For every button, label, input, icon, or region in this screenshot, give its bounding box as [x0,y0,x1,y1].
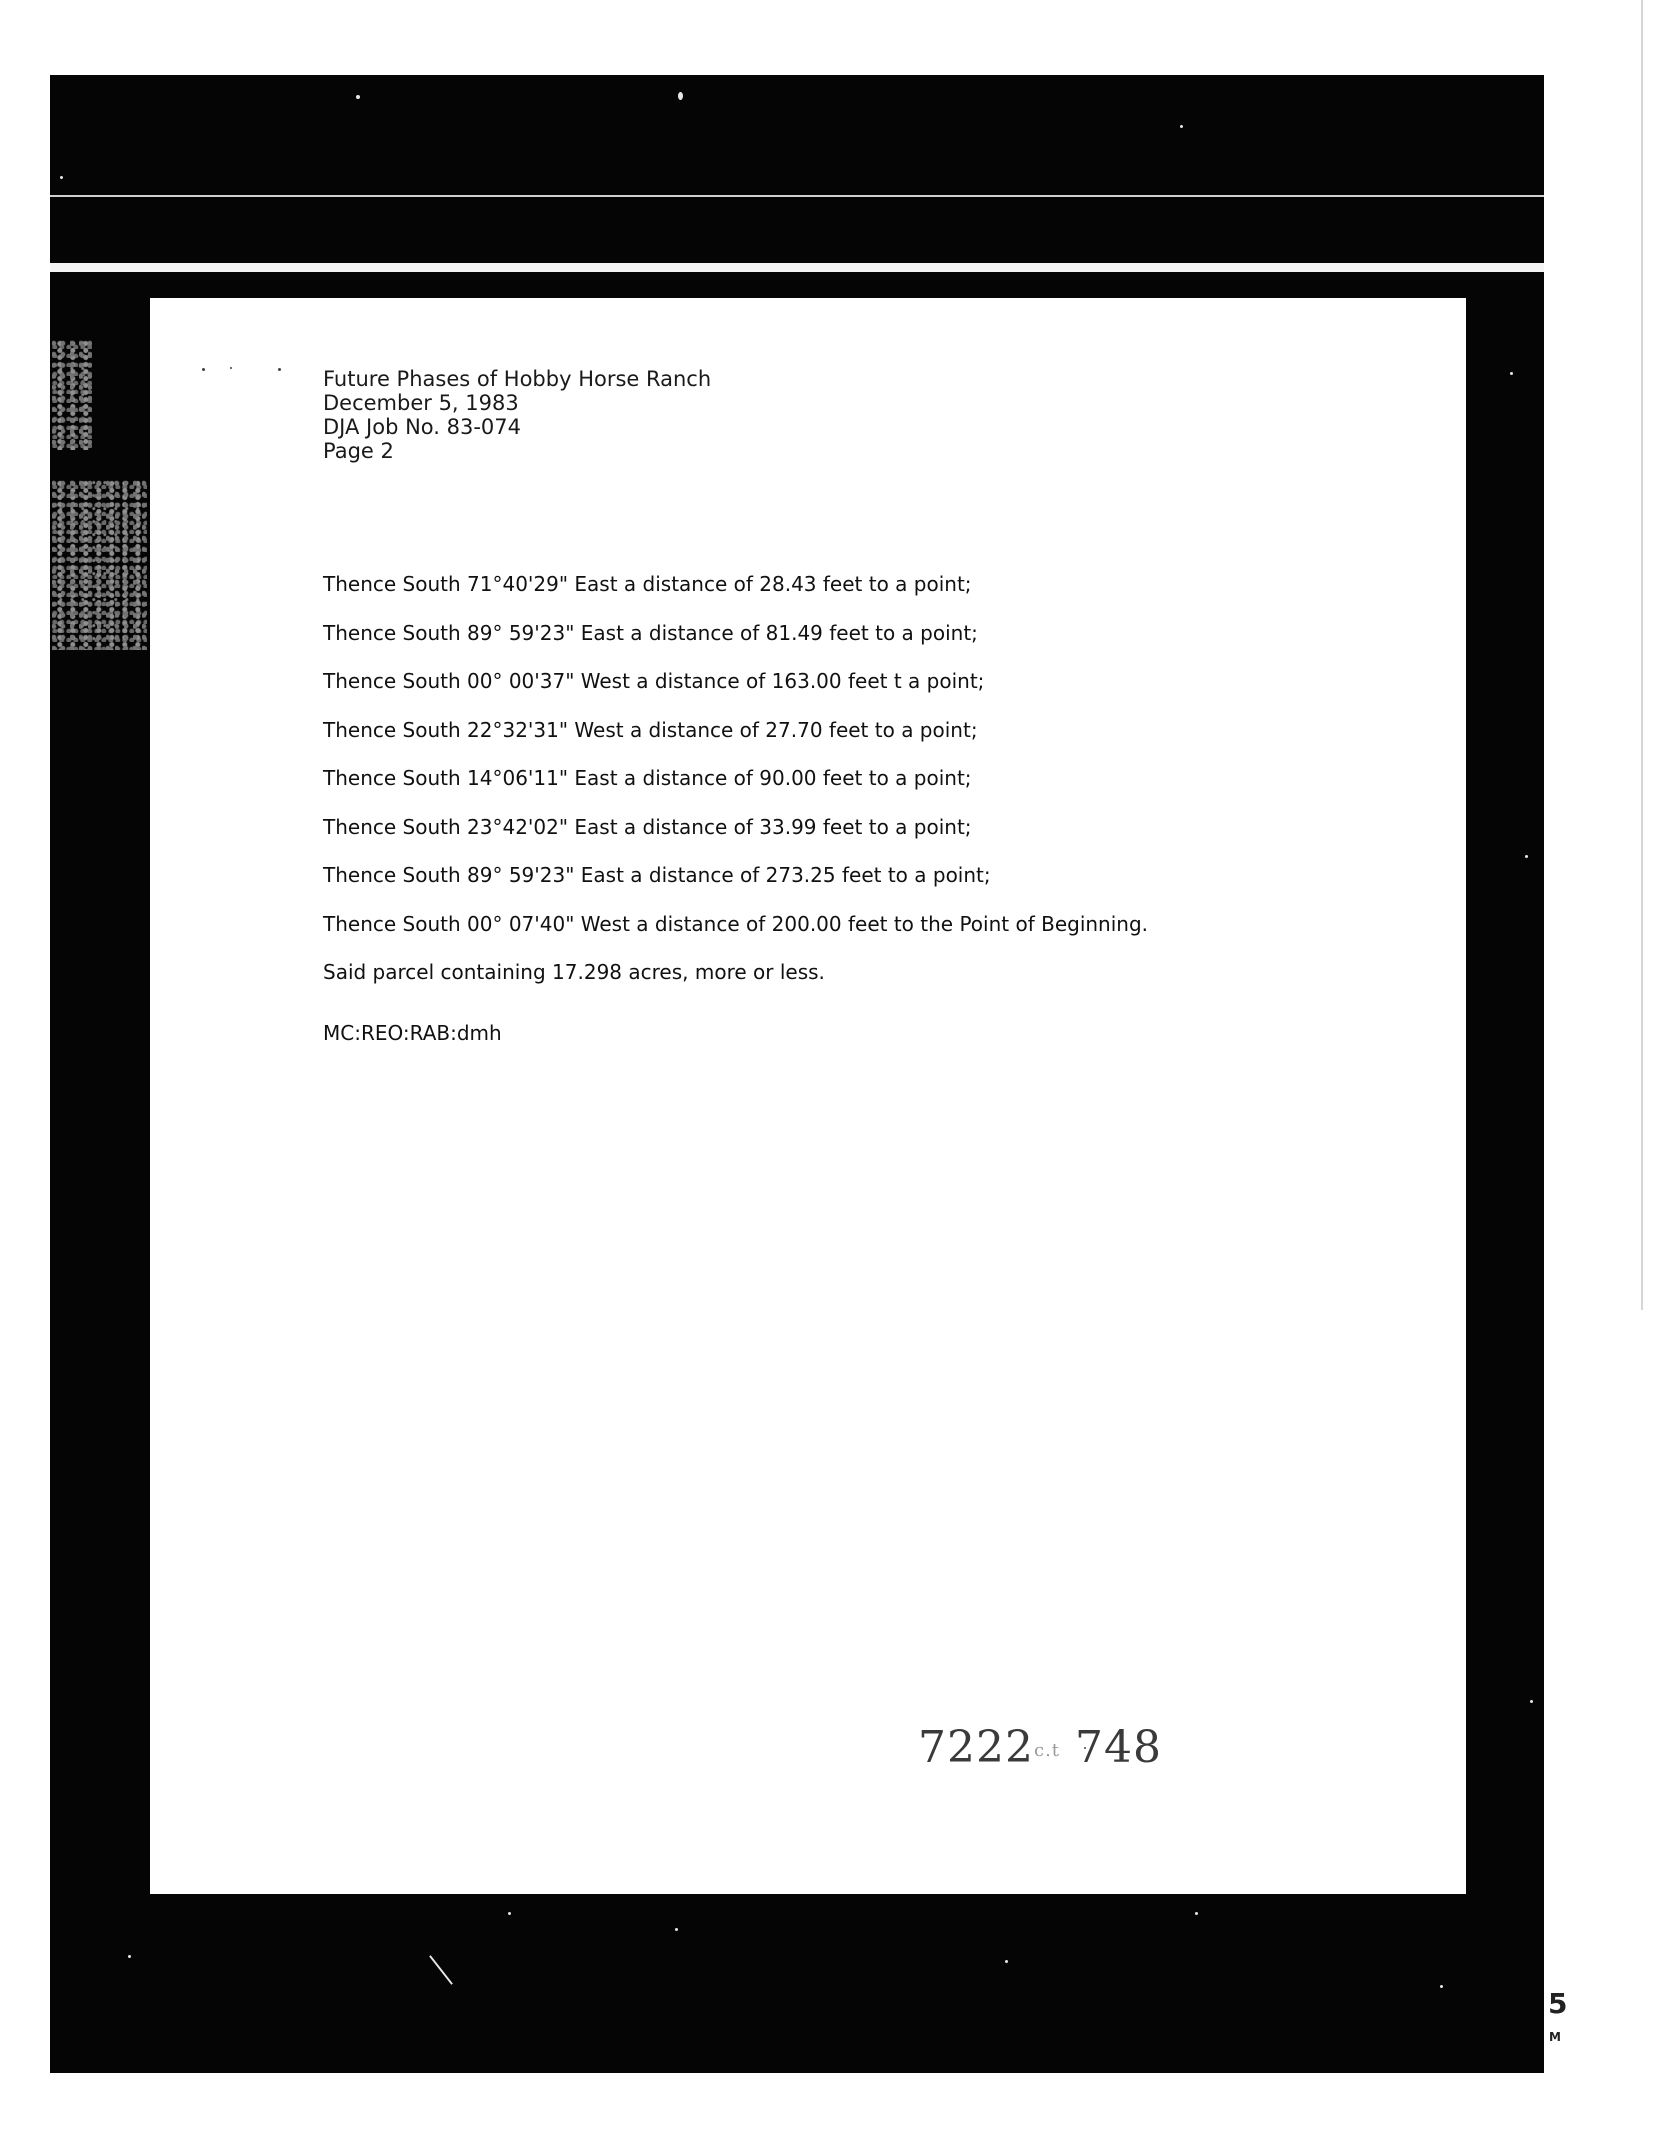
edge-mark-small: M [1549,2030,1561,2044]
page-number: Page 2 [323,439,394,463]
scan-speck [60,176,63,179]
course-line: Thence South 89° 59'23" East a distance of 273.25 feet to a point; [323,863,991,887]
document-date: December 5, 1983 [323,391,519,415]
typist-initials: MC:REO:RAB:dmh [323,1021,502,1045]
course-line: Thence South 71°40'29" East a distance of 28.43 feet to a point; [323,572,972,596]
stamp-page-number: 748 [1075,1722,1163,1773]
scan-noise [52,480,147,650]
scan-speck [1005,1960,1008,1963]
paper-speck [202,368,205,371]
page-edge-rule [1641,0,1643,1310]
course-line: Thence South 23°42'02" East a distance of 33.99 feet to a point; [323,814,972,839]
stamp-book-number: 7222 [918,1722,1034,1773]
scan-speck [1180,125,1183,128]
scan-speck [1195,1912,1198,1915]
course-line: Thence South 00° 00'37" West a distance of 163.00 feet t a point; [323,669,985,693]
legal-description [323,560,1148,1048]
scan-stripe [50,195,1544,197]
document-title: Future Phases of Hobby Horse Ranch [323,367,712,391]
parcel-acreage: Said parcel containing 17.298 acres, more or less. [323,960,825,984]
paper-speck [230,367,232,369]
scan-speck [128,1955,131,1958]
job-number: DJA Job No. 83-074 [323,415,522,439]
scan-speck [508,1912,511,1915]
scan-speck [1525,855,1528,858]
scan-stripe [50,263,1544,272]
scan-speck [1510,372,1513,375]
document-page [150,298,1466,1894]
course-line: Thence South 22°32'31" West a distance of 27.70 feet to a point; [323,717,978,742]
scan-speck [1530,1700,1533,1703]
stamp-faint-text: c.t [1033,1740,1061,1761]
edge-mark-digit: 5 [1548,1987,1568,2020]
scan-speck [678,92,683,100]
recording-stamp [918,1722,1162,1773]
letter-header [323,367,711,463]
scan-speck [356,95,360,99]
scan-noise [52,340,92,450]
course-line: Thence South 14°06'11" East a distance of 90.00 feet to a point; [323,766,972,790]
course-line: Thence South 00° 07'40" West a distance of 200.00 feet to the Point of Beginning. [323,911,1149,936]
course-line: Thence South 89° 59'23" East a distance of 81.49 feet to a point; [323,620,978,645]
scan-speck [675,1928,678,1931]
paper-speck [278,368,281,371]
scan-speck [1440,1985,1443,1988]
